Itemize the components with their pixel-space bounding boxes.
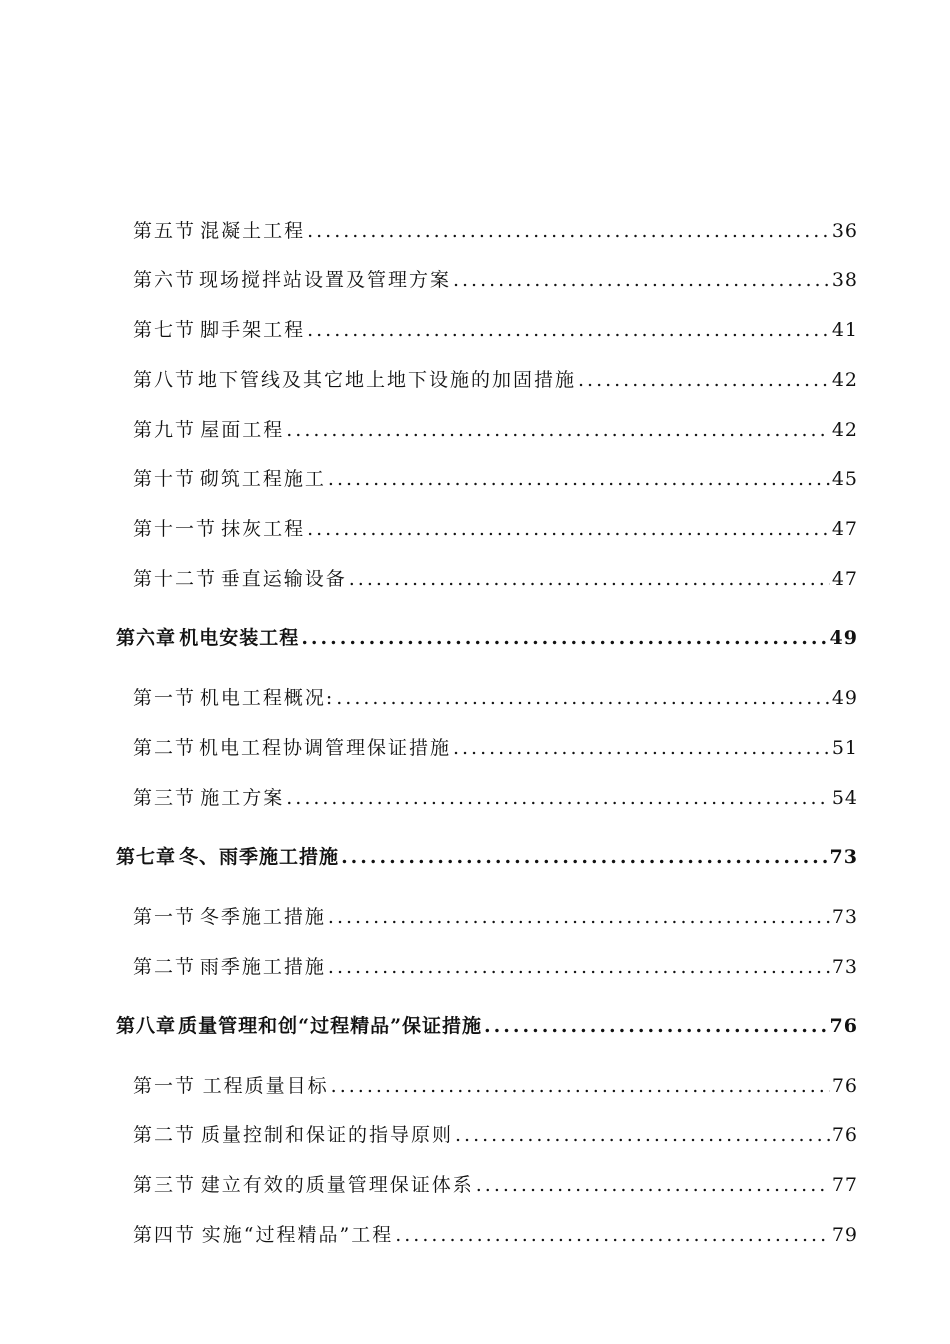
toc-dot-leader xyxy=(331,1075,830,1097)
toc-entry[interactable] xyxy=(133,415,858,442)
toc-entry-page: 77 xyxy=(831,1174,858,1196)
toc-entry-number: 第四节 xyxy=(133,1224,197,1246)
toc-entry-number: 第二节 xyxy=(133,1124,197,1146)
toc-dot-leader xyxy=(301,627,827,649)
toc-dot-leader xyxy=(453,269,830,291)
toc-dot-leader xyxy=(307,319,830,341)
toc-entry[interactable] xyxy=(133,464,858,491)
toc-dot-leader xyxy=(307,220,830,242)
toc-entry-page: 79 xyxy=(831,1224,858,1246)
toc-entry-page: 49 xyxy=(831,687,858,709)
toc-entry-number: 第五节 xyxy=(133,220,197,242)
toc-entry[interactable] xyxy=(133,1071,858,1098)
toc-entry-title: 冬、雨季施工措施 xyxy=(179,846,340,868)
toc-entry[interactable] xyxy=(133,1170,858,1197)
toc-dot-leader xyxy=(328,956,830,978)
toc-entry-title: 机电工程概况: xyxy=(199,687,335,709)
toc-entry[interactable] xyxy=(133,783,858,810)
toc-entry-number: 第八章 xyxy=(116,1015,177,1037)
toc-entry-title: 屋面工程 xyxy=(200,419,285,441)
toc-entry[interactable] xyxy=(133,265,858,292)
toc-dot-leader xyxy=(453,737,830,759)
toc-chapter-entry[interactable] xyxy=(116,1011,858,1038)
toc-chapter-entry[interactable] xyxy=(116,842,858,869)
toc-entry-number: 第十一节 xyxy=(133,518,218,540)
toc-entry-title: 机电工程协调管理保证措施 xyxy=(198,737,451,759)
toc-entry-title: 现场搅拌站设置及管理方案 xyxy=(198,269,451,291)
toc-entry-title: 施工方案 xyxy=(200,787,285,809)
toc-entry-page: 76 xyxy=(831,1124,858,1146)
toc-entry-page: 42 xyxy=(831,369,858,391)
toc-entry-title: 质量管理和创“过程精品”保证措施 xyxy=(178,1015,483,1037)
toc-entry-page: 41 xyxy=(831,319,858,341)
toc-entry-title: 质量控制和保证的指导原则 xyxy=(200,1124,453,1146)
toc-dot-leader xyxy=(349,568,830,590)
toc-dot-leader xyxy=(455,1124,830,1146)
toc-entry[interactable] xyxy=(133,1220,858,1247)
toc-dot-leader xyxy=(328,906,830,928)
toc-entry[interactable] xyxy=(133,683,858,710)
toc-entry[interactable] xyxy=(133,1120,858,1147)
toc-entry-page: 47 xyxy=(831,518,858,540)
toc-dot-leader xyxy=(336,687,830,709)
toc-entry[interactable] xyxy=(133,564,858,591)
toc-entry-number: 第十二节 xyxy=(133,568,218,590)
toc-entry-page: 73 xyxy=(831,906,858,928)
toc-entry-title: 工程质量目标 xyxy=(202,1075,329,1097)
toc-entry-title: 实施“过程精品”工程 xyxy=(201,1224,394,1246)
toc-entry-title: 砌筑工程施工 xyxy=(199,468,326,490)
toc-entry[interactable] xyxy=(133,365,858,392)
toc-entry[interactable] xyxy=(133,902,858,929)
toc-entry-page: 42 xyxy=(831,419,858,441)
toc-entry-number: 第二节 xyxy=(133,737,197,759)
toc-entry-number: 第一节 xyxy=(133,1075,197,1097)
toc-entry-page: 76 xyxy=(831,1075,858,1097)
toc-entry-page: 54 xyxy=(831,787,858,809)
toc-entry[interactable] xyxy=(133,315,858,342)
toc-dot-leader xyxy=(578,369,830,391)
toc-entry-page: 36 xyxy=(831,220,858,242)
toc-entry[interactable] xyxy=(133,216,858,243)
toc-entry-number: 第八节 xyxy=(133,369,197,391)
toc-entry-number: 第二节 xyxy=(133,956,197,978)
toc-dot-leader xyxy=(476,1174,830,1196)
toc-entry-page: 73 xyxy=(831,956,858,978)
toc-entry-page: 38 xyxy=(831,269,858,291)
toc-dot-leader xyxy=(395,1224,830,1246)
toc-entry-page: 76 xyxy=(829,1015,858,1037)
toc-entry[interactable] xyxy=(133,952,858,979)
toc-entry-number: 第六章 xyxy=(116,627,177,649)
toc-entry-title: 雨季施工措施 xyxy=(199,956,326,978)
toc-entry-number: 第一节 xyxy=(133,906,197,928)
toc-entry-page: 49 xyxy=(829,627,858,649)
toc-entry-page: 73 xyxy=(829,846,858,868)
toc-entry[interactable] xyxy=(133,514,858,541)
toc-entry-title: 混凝土工程 xyxy=(200,220,306,242)
toc-entry-title: 抹灰工程 xyxy=(221,518,306,540)
toc-dot-leader xyxy=(328,468,830,490)
toc-entry-title: 地下管线及其它地上地下设施的加固措施 xyxy=(197,369,576,391)
toc-entry-title: 冬季施工措施 xyxy=(199,906,326,928)
toc-entry-title: 建立有效的质量管理保证体系 xyxy=(200,1174,474,1196)
toc-entry-number: 第三节 xyxy=(133,787,197,809)
toc-entry-title: 机电安装工程 xyxy=(179,627,300,649)
toc-chapter-entry[interactable] xyxy=(116,623,858,650)
toc-dot-leader xyxy=(484,1015,828,1037)
toc-entry[interactable] xyxy=(133,733,858,760)
toc-entry-title: 脚手架工程 xyxy=(200,319,306,341)
toc-entry-number: 第七节 xyxy=(133,319,197,341)
toc-entry-number: 第三节 xyxy=(133,1174,197,1196)
toc-entry-page: 51 xyxy=(831,737,858,759)
toc-entry-number: 第七章 xyxy=(116,846,177,868)
toc-dot-leader xyxy=(307,518,830,540)
toc-entry-number: 第十节 xyxy=(133,468,197,490)
toc-entry-page: 45 xyxy=(831,468,858,490)
toc-entry-number: 第六节 xyxy=(133,269,197,291)
toc-entry-page: 47 xyxy=(831,568,858,590)
toc-entry-number: 第一节 xyxy=(133,687,197,709)
toc-dot-leader xyxy=(341,846,827,868)
toc-entry-title: 垂直运输设备 xyxy=(220,568,347,590)
toc-dot-leader xyxy=(286,787,830,809)
toc-dot-leader xyxy=(286,419,830,441)
toc-entry-number: 第九节 xyxy=(133,419,197,441)
